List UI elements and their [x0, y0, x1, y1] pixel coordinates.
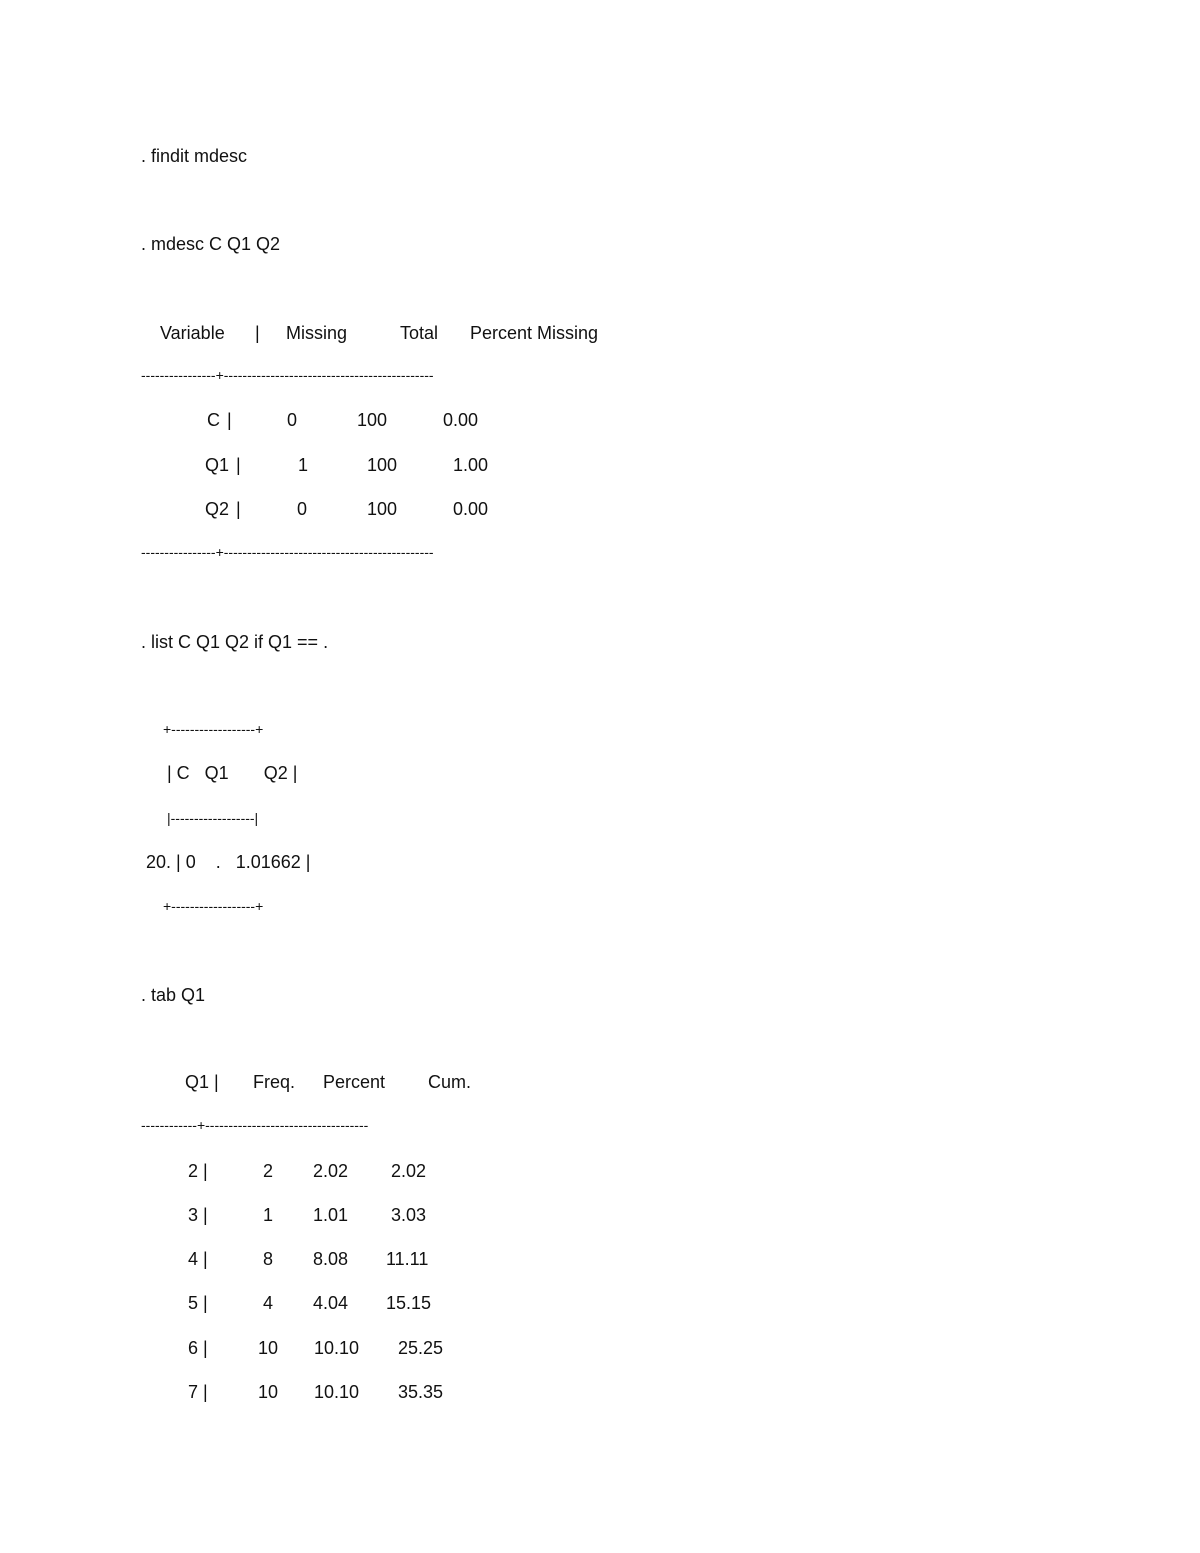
tab-row [0, 1159, 427, 1183]
cell-bar: | [236, 499, 241, 519]
tab-row [0, 1336, 444, 1360]
header-percent-missing: Percent Missing [470, 323, 599, 343]
cell-cum: 2.02 [391, 1161, 427, 1181]
tab-row [0, 1203, 427, 1227]
cell-percent: 4.04 [313, 1293, 349, 1313]
list-row [0, 850, 311, 874]
tab-row [0, 1291, 432, 1315]
mdesc-separator-bottom [0, 540, 434, 564]
tab-separator [0, 1113, 369, 1137]
header-total: Total [400, 323, 439, 343]
cell-variable: Q1 [205, 455, 230, 475]
cell-percent: 2.02 [313, 1161, 349, 1181]
cell-cum: 35.35 [398, 1382, 444, 1402]
header-freq: Freq. [253, 1072, 296, 1092]
header-percent: Percent [323, 1072, 386, 1092]
border-line: +------------------+ [163, 898, 264, 914]
cell-bar: | [236, 455, 241, 475]
cell-missing: 0 [287, 410, 298, 430]
command-list [0, 630, 329, 654]
cell-percent: 1.01 [313, 1205, 349, 1225]
command-text: . mdesc C Q1 Q2 [141, 234, 281, 254]
separator-line: ----------------+--------------------------------------------- [141, 544, 434, 560]
cell-total: 100 [367, 499, 398, 519]
tab-row [0, 1380, 444, 1404]
cell-percent: 10.10 [314, 1382, 360, 1402]
mdesc-row [0, 408, 479, 432]
separator-line: ----------------+--------------------------------------------- [141, 367, 434, 383]
command-tab [0, 983, 206, 1007]
cell-freq: 8 [263, 1249, 274, 1269]
command-text: . list C Q1 Q2 if Q1 == . [141, 632, 329, 652]
cell-value: 4 | [188, 1249, 208, 1269]
list-top-border [0, 717, 264, 741]
header-bar: | [255, 323, 260, 343]
cell-value: 6 | [188, 1338, 208, 1358]
cell-bar: | [227, 410, 232, 430]
cell-cum: 11.11 [386, 1249, 429, 1269]
list-mid-border [0, 806, 259, 830]
cell-freq: 2 [263, 1161, 274, 1181]
cell-total: 100 [367, 455, 398, 475]
cell-missing: 1 [298, 455, 309, 475]
cell-missing: 0 [297, 499, 308, 519]
command-mdesc [0, 232, 281, 256]
cell-percent: 8.08 [313, 1249, 349, 1269]
cell-value: 5 | [188, 1293, 208, 1313]
command-findit [0, 144, 248, 168]
cell-freq: 10 [258, 1338, 279, 1358]
cell-freq: 1 [263, 1205, 274, 1225]
cell-percent: 0.00 [443, 410, 479, 430]
mdesc-header-row [0, 321, 599, 345]
header-variable: Variable [160, 323, 225, 343]
cell-percent: 10.10 [314, 1338, 360, 1358]
list-header [0, 761, 298, 785]
list-bottom-border [0, 894, 264, 918]
cell-value: 7 | [188, 1382, 208, 1402]
header-q1: Q1 | [185, 1072, 219, 1092]
mdesc-row [0, 453, 489, 477]
cell-total: 100 [357, 410, 388, 430]
cell-cum: 15.15 [386, 1293, 432, 1313]
cell-variable: C [207, 410, 220, 430]
mdesc-row [0, 497, 489, 521]
cell-cum: 3.03 [391, 1205, 427, 1225]
command-text: . tab Q1 [141, 985, 206, 1005]
list-row-text: 20. | 0 . 1.01662 | [146, 852, 311, 872]
cell-percent: 1.00 [453, 455, 489, 475]
cell-value: 2 | [188, 1161, 208, 1181]
cell-freq: 4 [263, 1293, 274, 1313]
border-line: +------------------+ [163, 721, 264, 737]
tab-row [0, 1247, 429, 1271]
cell-percent: 0.00 [453, 499, 489, 519]
header-cum: Cum. [428, 1072, 472, 1092]
separator-line: ------------+----------------------------------- [141, 1117, 369, 1133]
border-line: |------------------| [167, 810, 259, 826]
tab-header-row [0, 1070, 472, 1094]
cell-cum: 25.25 [398, 1338, 444, 1358]
list-header-text: | C Q1 Q2 | [167, 763, 298, 783]
cell-freq: 10 [258, 1382, 279, 1402]
mdesc-separator-top [0, 363, 434, 387]
cell-value: 3 | [188, 1205, 208, 1225]
header-missing: Missing [286, 323, 348, 343]
cell-variable: Q2 [205, 499, 230, 519]
command-text: . findit mdesc [141, 146, 248, 166]
